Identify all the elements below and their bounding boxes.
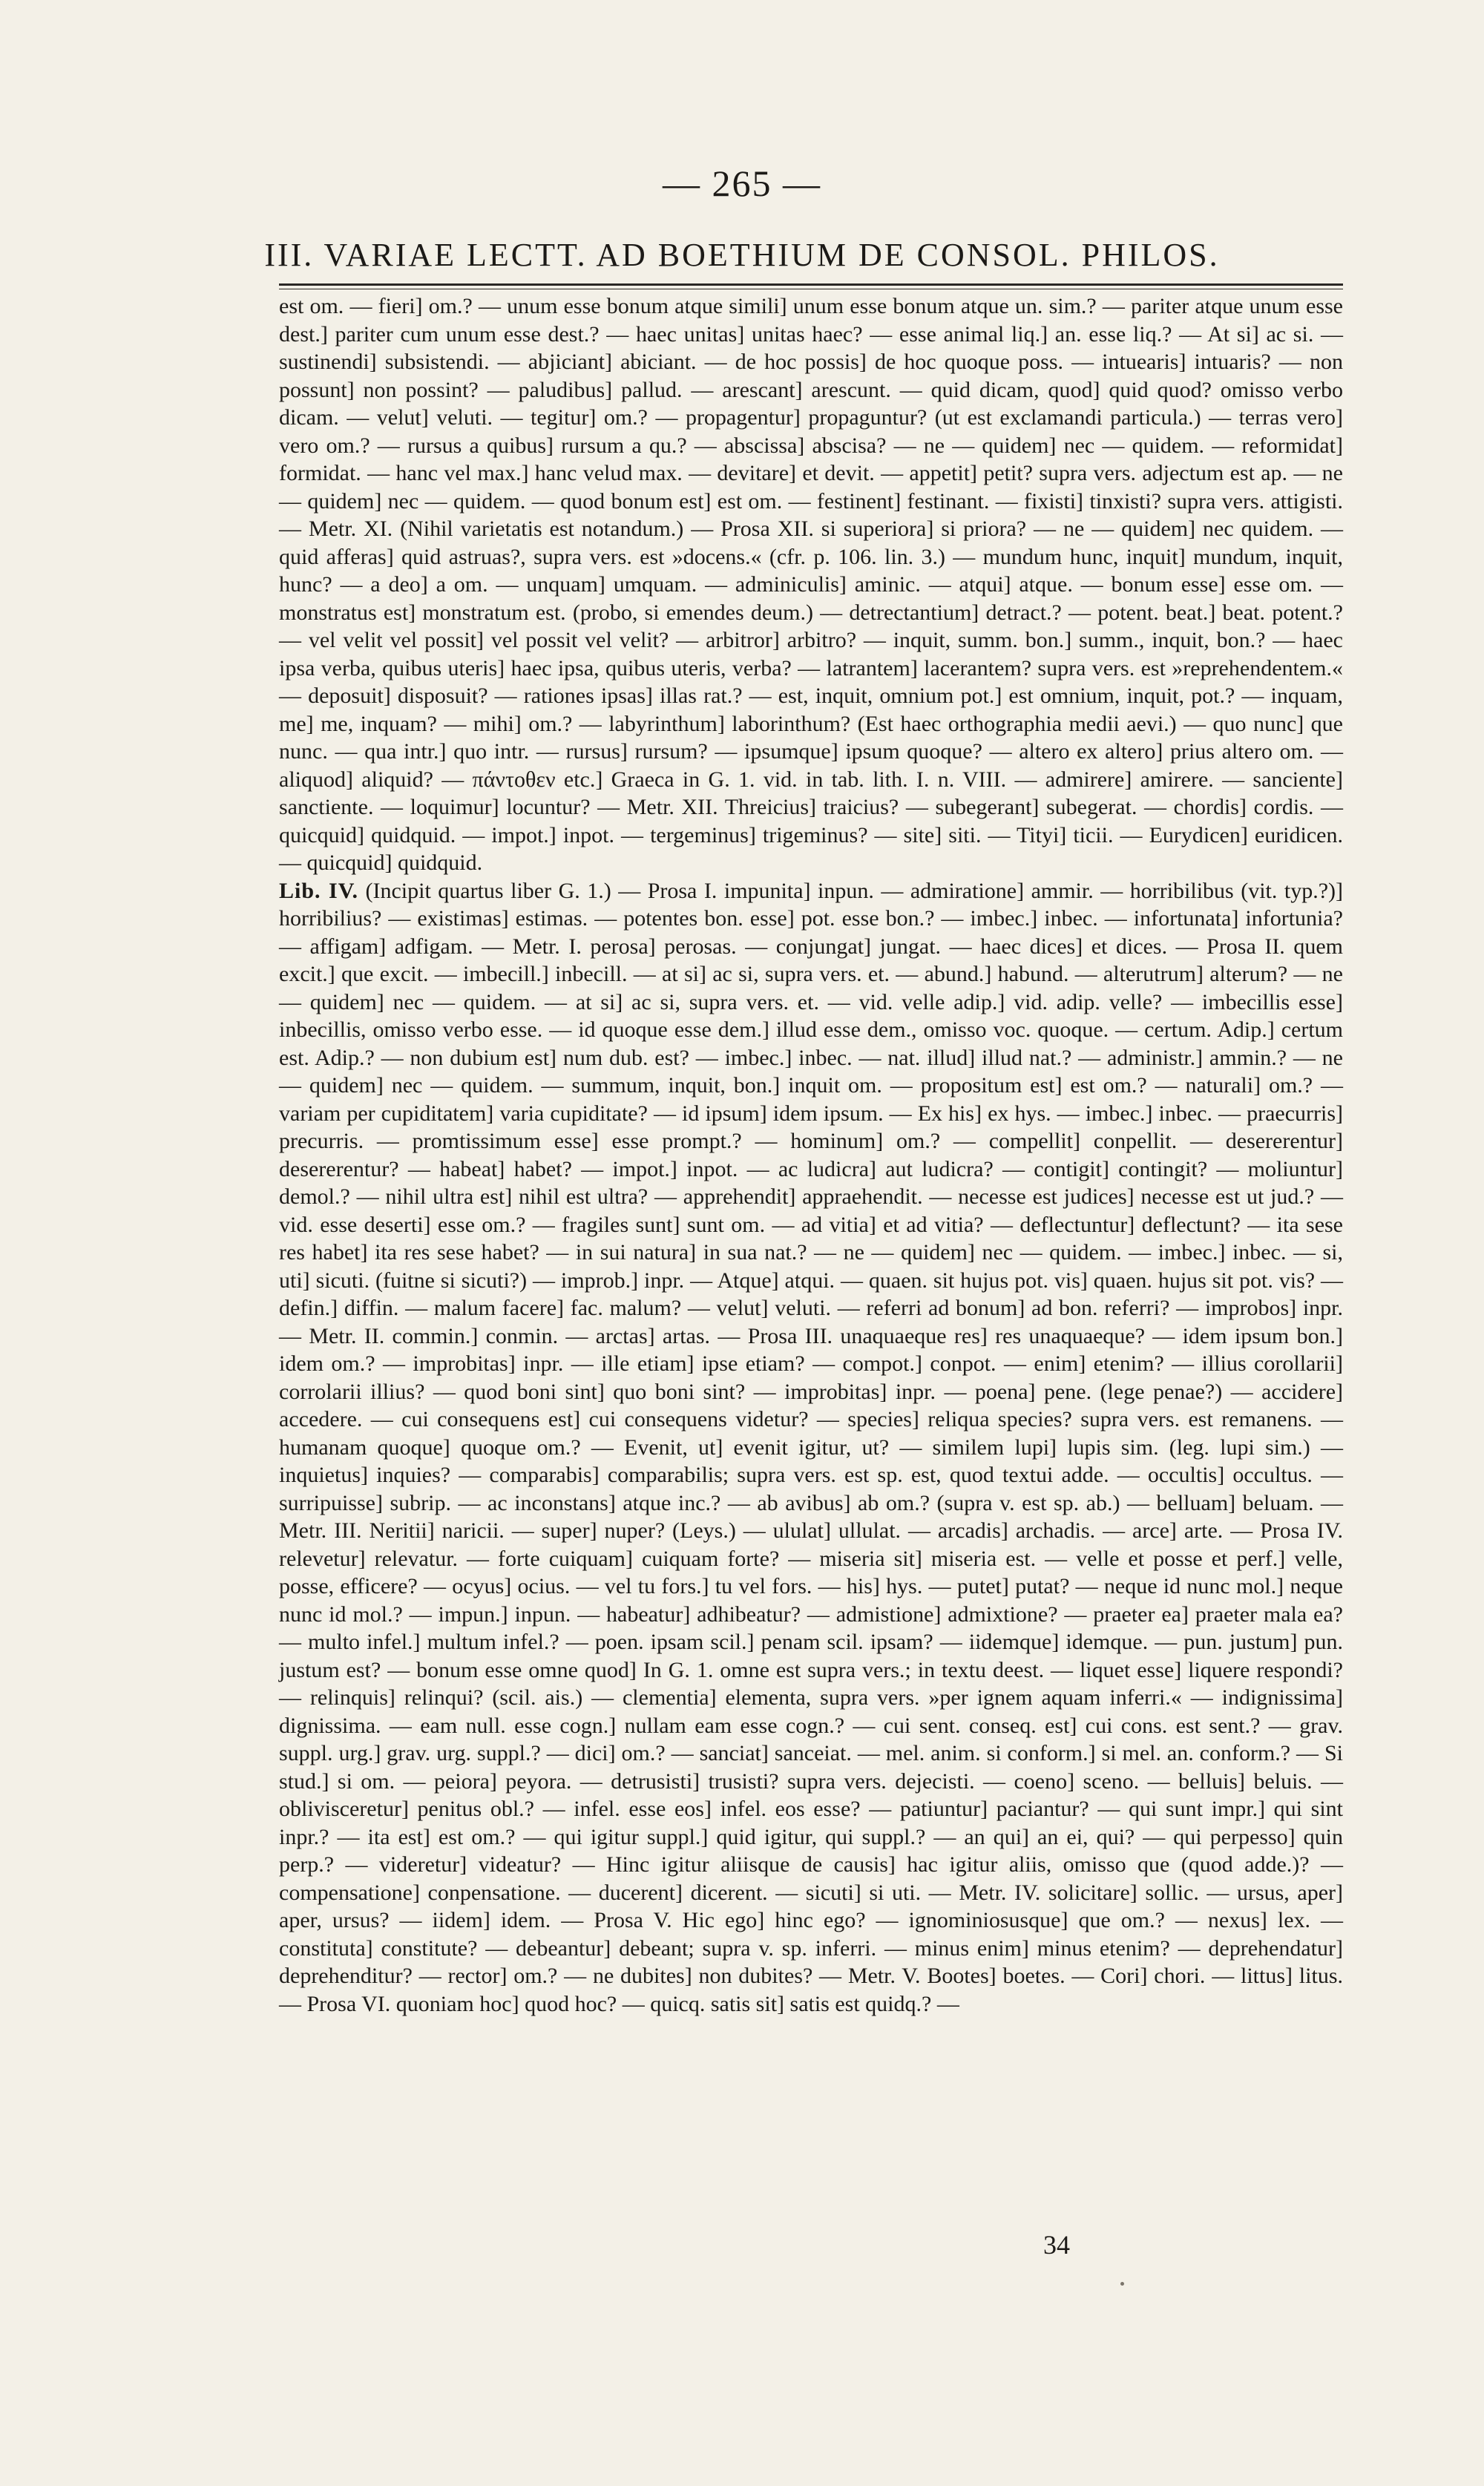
paragraph-book-iv <box>279 877 1343 2018</box>
book-iv-text: (Incipit quartus liber G. 1.) — Prosa I. impunita] inpun. — admiratione] ammir. — horribilibus (vit. typ.?)] horribilius? — existimas] estimas. — potentes bon. esse] pot. esse bon.? — imbec.] inbec. — infortunata] infortunia? — affigam] adfigam. — Metr. I. perosa] perosas. — conjungat] jungat. — haec dices] et dices. — Prosa II. quem excit.] que excit. — imbecill.] inbecill. — at si] ac si, supra vers. et. — abund.] habund. — alterutrum] alterum? — ne — quidem] nec — quidem. — at si] ac si, supra vers. et. — vid. velle adip.] vid. adip. velle? — imbecillis esse] inbecillis, omisso verbo esse. — id quoque esse dem.] illud esse dem., omisso voc. quoque. — certum. Adip.] certum est. Adip.? — non dubium est] num dub. est? — imbec.] inbec. — nat. illud] illud nat.? — administr.] ammin.? — ne — quidem] nec — quidem. — summum, inquit, bon.] inquit om. — propositum est] est om.? — naturali] om.? — variam per cupiditatem] varia cupiditate? — id ipsum] idem ipsum. — Ex his] ex hys. — imbec.] inbec. — praecurris] precurris. — promtissimum esse] esse prompt.? — hominum] om.? — compellit] conpellit. — desererentur] desererentur? — habeat] habet? — impot.] inpot. — ac ludicra] aut ludicra? — contigit] contingit? — moliuntur] demol.? — nihil ultra est] nihil est ultra? — apprehendit] appraehendit. — necesse est judices] necesse est ut jud.? — vid. esse deserti] esse om.? — fragiles sunt] sunt om. — ad vitia] et ad vitia? — deflectuntur] deflectunt? — ita sese res habet] ita res sese habet? — in sui natura] in sua nat.? — ne — quidem] nec — quidem. — imbec.] inbec. — si, uti] sicuti. (fuitne si sicuti?) — improb.] inpr. — Atque] atqui. — quaen. sit hujus pot. vis] quaen. hujus sit pot. vis? — defin.] diffin. — malum facere] fac. malum? — velut] veluti. — referri ad bonum] ad bon. referri? — improbos] inpr. — Metr. II. commin.] conmin. — arctas] artas. — Prosa III. unaquaeque res] res unaquaeque? — idem ipsum bon.] idem om.? — improbitas] inpr. — ille etiam] ipse etiam? — compot.] conpot. — enim] etenim? — illius corollarii] corrolarii illius? — quod boni sint] quo boni sint? — improbitas] inpr. — poena] pene. (lege penae?) — accidere] accedere. — cui consequens est] cui consequens videtur? — species] reliqua species? supra vers. est remanens. — humanam quoque] quoque om.? — Evenit, ut] evenit igitur, ut? — similem lupi] lupis sim. (leg. lupi sim.) — inquietus] inquies? — comparabis] comparabilis; supra vers. est sp. est, quod textui adde. — occultis] occultus. — surripuisse] subrip. — ac inconstans] atque inc.? — ab avibus] ab om.? (supra v. est sp. ab.) — belluam] beluam. — Metr. III. Neritii] naricii. — super] nuper? (Leys.) — ululat] ullulat. — arcadis] archadis. — arce] arte. — Prosa IV. relevetur] relevatur. — forte cuiquam] cuiquam forte? — miseria sit] miseria est. — velle et posse et perf.] velle, posse, efficere? — ocyus] ocius. — vel tu fors.] tu vel fors. — his] hys. — putet] putat? — neque id nunc mol.] neque nunc id mol.? — impun.] inpun. — habeatur] adhibeatur? — admistione] admixtione? — praeter ea] praeter mala ea? — multo infel.] multum infel.? — poen. ipsam scil.] penam scil. ipsam? — iidemque] idemque. — pun. justum] pun. justum est? — bonum esse omne quod] In G. 1. omne est supra vers.; in textu deest. — liquet esse] liquere respondi? — relinquis] relinqui? (scil. ais.) — clementia] elementa, supra vers. »per ignem aquam inferri.« — indignissima] dignissima. — eam null. esse cogn.] nullam eam esse cogn.? — cui sent. conseq. est] cui cons. est sent.? — grav. suppl. urg.] grav. urg. suppl.? — dici] om.? — sanciat] sanceiat. — mel. anim. si conform.] si mel. an. conform.? — Si stud.] si om. — peiora] peyora. — detrusisti] trusisti? supra vers. dejecisti. — coeno] sceno. — belluis] beluis. — oblivisceretur] penitus obl.? — infel. esse eos] infel. eos esse? — patiuntur] paciantur? — qui sunt impr.] qui sint inpr.? — ita est] est om.? — qui igitur suppl.] quid igitur, qui suppl.? — an qui] an ei, qui? — qui perpesso] quin perp.? — videretur] videatur? — Hinc igitur aliisque de causis] hac igitur aliis, omisso que (quod adde.)? — compensatione] conpensatione. — ducerent] dicerent. — sicuti] si uti. — Metr. IV. solicitare] sollic. — ursus, aper] aper, ursus? — iidem] idem. — Prosa V. Hic ego] hinc ego? — ignominiosusque] que om.? — nexus] lex. — constituta] constitute? — debeantur] debeant; supra v. sp. inferri. — minus enim] minus etenim? — deprehendatur] deprehenditur? — rector] om.? — ne dubites] non dubites? — Metr. V. Bootes] boetes. — Cori] chori. — littus] litus. — Prosa VI. quoniam hoc] quod hoc? — quicq. satis sit] satis est quidq.? — <box>279 878 1343 2016</box>
book-iv-label: Lib. IV. <box>279 878 358 903</box>
critical-apparatus-text <box>279 292 1343 2018</box>
page-number: — 265 — <box>663 163 821 204</box>
signature-mark: 34 <box>1043 2230 1070 2260</box>
header-rule-thick <box>279 283 1343 286</box>
paper-speck <box>1120 2282 1124 2286</box>
paragraph-book-iii: est om. — fieri] om.? — unum esse bonum atque simili] unum esse bonum atque un. sim.? — pariter atque unum esse dest.] pariter cum unum esse dest.? — haec unitas] unitas haec? — esse animal liq.] an. esse liq.? — At si] ac si. — sustinendi] subsistendi. — abjiciant] abiciant. — de hoc possis] de hoc quoque poss. — intuearis] intuaris? — non possunt] non possint? — paludibus] pallud. — arescant] arescunt. — quid dicam, quod] quid quod? omisso verbo dicam. — velut] veluti. — tegitur] om.? — propagentur] propaguntur? (ut est exclamandi particula.) — terras vero] vero om.? — rursus a quibus] rursum a qu.? — abscissa] abscisa? — ne — quidem] nec — quidem. — reformidat] formidat. — hanc vel max.] hanc velud max. — devitare] et devit. — appetit] petit? supra vers. adjectum est ap. — ne — quidem] nec — quidem. — quod bonum est] est om. — festinent] festinant. — fixisti] tinxisti? supra vers. attigisti. — Metr. XI. (Nihil varietatis est notandum.) — Prosa XII. si superiora] si priora? — ne — quidem] nec quidem. — quid afferas] quid astruas?, supra vers. est »docens.« (cfr. p. 106. lin. 3.) — mundum hunc, inquit] mundum, inquit, hunc? — a deo] a om. — unquam] umquam. — adminiculis] aminic. — atqui] atque. — bonum esse] esse om. — monstratus est] monstratum est. (probo, si emendes deum.) — detrectantium] detract.? — potent. beat.] beat. potent.? — vel velit vel possit] vel possit vel velit? — arbitror] arbitro? — inquit, summ. bon.] summ., inquit, bon.? — haec ipsa verba, quibus uteris] haec ipsa, quibus uteris, verba? — latrantem] lacerantem? supra vers. est »reprehendentem.« — deposuit] disposuit? — rationes ipsas] illas rat.? — est, inquit, omnium pot.] est omnium, inquit, pot.? — inquam, me] me, inquam? — mihi] om.? — labyrinthum] laborinthum? (Est haec orthographia medii aevi.) — quo nunc] que nunc. — qua intr.] quo intr. — rursus] rursum? — ipsumque] ipsum quoque? — altero ex altero] prius altero om. — aliquod] aliquid? — πάντοθεν etc.] Graeca in G. 1. vid. in tab. lith. I. n. VIII. — admirere] amirere. — sanciente] sanctiente. — loquimur] locuntur? — Metr. XII. Threicius] traicius? — subegerant] subegerat. — chordis] cordis. — quicquid] quidquid. — impot.] inpot. — tergeminus] trigeminus? — site] siti. — Tityi] ticii. — Eurydicen] euridicen. — quicquid] quidquid. <box>279 294 1343 875</box>
running-title: III. VARIAE LECTT. AD BOETHIUM DE CONSOL. PHILOS. <box>264 237 1220 273</box>
